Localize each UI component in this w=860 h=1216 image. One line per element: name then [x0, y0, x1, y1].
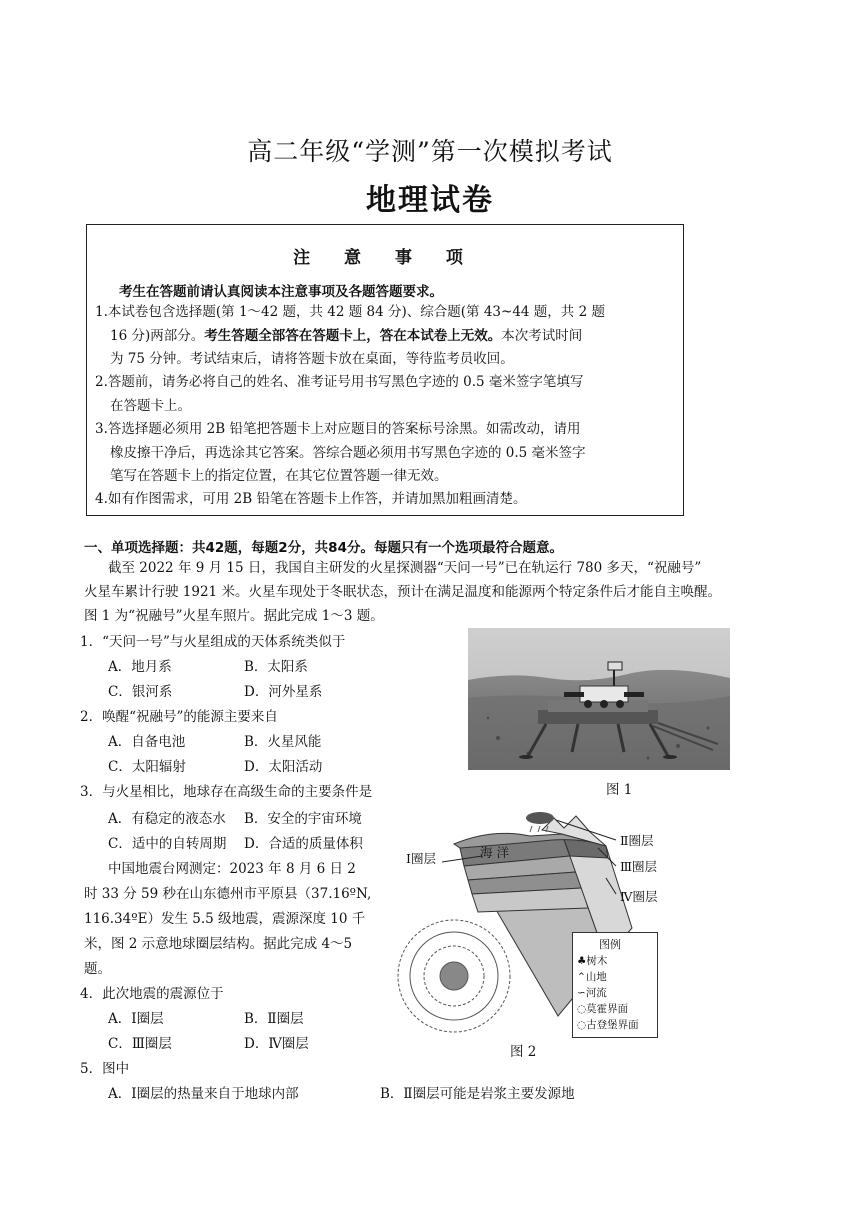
legend-title: 图例: [599, 938, 621, 951]
question-1-option-a: A．地月系: [108, 659, 172, 675]
legend-item-gutenberg: [577, 1017, 639, 1033]
notice-item-1-line3: 为 75 分钟。考试结束后，请将答题卡放在桌面，等待监考员收回。: [110, 351, 514, 367]
figure-2-legend: [572, 932, 658, 1038]
question-5-stem: 5．图中: [80, 1061, 130, 1077]
legend-item-river: [577, 985, 607, 1001]
passage2-line2: 时 33 分 59 秒在山东德州市平原县（37.16ºN,: [84, 886, 372, 902]
layer-label-2: Ⅱ圈层: [620, 833, 654, 848]
question-4-stem: 4．此次地震的震源位于: [80, 986, 224, 1002]
exam-title: 高二年级“学测”第一次模拟考试: [247, 137, 613, 166]
question-3-option-a: A．有稳定的液态水: [108, 811, 226, 827]
notice-item-3-line2: 橡皮擦干净后，再选涂其它答案。答综合题必须用书写黑色字迹的 0.5 毫米签字: [110, 444, 586, 461]
legend-item-mountain: [577, 969, 607, 985]
section-heading: 一、单项选择题：共42题，每题2分，共84分。每题只有一个选项最符合题意。: [84, 540, 563, 556]
figure-2-caption: 图 2: [510, 1044, 537, 1060]
passage2-line5: 题。: [84, 961, 111, 977]
legend-item-moho: [577, 1001, 628, 1017]
legend-item-moho-label: 莫霍界面: [586, 1003, 629, 1015]
notice-item-3-line1: 3.答选择题必须用 2B 铅笔把答题卡上对应题目的答案标号涂黑。如需改动，请用: [95, 421, 581, 437]
legend-item-gutenberg-label: 古登堡界面: [586, 1019, 639, 1031]
question-3-option-d: D．合适的质量体积: [244, 836, 363, 852]
question-4-option-d: D．Ⅳ圈层: [244, 1036, 309, 1052]
legend-item-mountain-label: 山地: [585, 971, 607, 983]
layer-label-1: Ⅰ圈层: [406, 851, 436, 866]
passage1-line1: 截至 2022 年 9 月 15 日，我国自主研发的火星探测器“天问一号”已在轨运行 780 多天，“祝融号”: [108, 560, 702, 576]
notice-intro: 考生在答题前请认真阅读本注意事项及各题答题要求。: [119, 284, 443, 300]
question-5-option-a: A．Ⅰ圈层的热量来自于地球内部: [108, 1086, 299, 1102]
notice-item-4: [95, 488, 675, 512]
figure-2-earth-spheres: [392, 808, 672, 1040]
figure-1-rover-photo: [468, 628, 730, 770]
mountain-icon: ⌃: [577, 971, 586, 983]
rover-illustration: [468, 628, 730, 770]
passage1-line2: 火星车累计行驶 1921 米。火星车现处于冬眠状态，预计在满足温度和能源两个特定条件后才能自主唤醒。: [84, 584, 721, 600]
layer-label-4: Ⅳ圈层: [620, 889, 658, 904]
question-4-option-c: C．Ⅲ圈层: [108, 1036, 172, 1052]
legend-item-tree-label: 树木: [586, 955, 608, 967]
question-2-option-a: A．自备电池: [108, 734, 186, 750]
tree-icon: ♣: [577, 955, 587, 967]
notice-item-1-line1: 1.本试卷包含选择题(第 1～42 题，共 42 题 84 分)、综合题(第 43~44 题，共 2 题: [95, 304, 605, 320]
notice-item-1-bold-rule: 考生答题全部答在答题卡上，答在本试卷上无效。: [204, 327, 502, 344]
legend-item-river-label: 河流: [585, 987, 607, 999]
notice-item-1: [95, 301, 675, 372]
question-2-option-d: D．太阳活动: [244, 759, 323, 775]
notice-item-2-line2: 在答题卡上。: [110, 397, 191, 414]
gutenberg-boundary-icon: ◌: [577, 1019, 587, 1031]
subject-title: 地理试卷: [366, 183, 494, 218]
passage2-line1: 中国地震台网测定：2023 年 8 月 6 日 2: [108, 861, 356, 877]
notice-item-1-line2-b: 本次考试时间: [501, 327, 583, 344]
notice-item-3-line3: 笔写在答题卡上的指定位置，在其它位置答题一律无效。: [110, 468, 448, 484]
question-4-option-a: A．Ⅰ圈层: [108, 1011, 164, 1027]
notice-item-4-line1: 4.如有作图需求，可用 2B 铅笔在答题卡上作答，并请加黑加粗画清楚。: [95, 491, 527, 507]
question-1-option-b: B．太阳系: [244, 659, 308, 675]
moho-boundary-icon: ◌: [577, 1003, 587, 1015]
notice-item-1-line2: [95, 325, 675, 349]
question-2-option-c: C．太阳辐射: [108, 759, 186, 775]
question-3-option-b: B．安全的宇宙环境: [244, 811, 362, 827]
notice-box: [86, 224, 684, 516]
question-2-option-b: B．火星风能: [244, 734, 322, 750]
question-3-option-c: C．适中的自转周期: [108, 836, 227, 852]
river-icon: ∽: [577, 987, 586, 999]
passage1-line3: 图 1 为“祝融号”火星车照片。据此完成 1～3 题。: [84, 608, 384, 624]
ocean-label: 海 洋: [480, 845, 509, 860]
notice-item-3: [95, 418, 675, 489]
question-3-stem: 3．与火星相比，地球存在高级生命的主要条件是: [80, 784, 373, 800]
question-2-stem: 2．唤醒“祝融号”的能源主要来自: [80, 709, 278, 725]
legend-item-tree: [577, 953, 607, 969]
question-4-option-b: B．Ⅱ圈层: [244, 1011, 304, 1027]
question-1-option-c: C．银河系: [108, 684, 173, 700]
layer-label-3: Ⅲ圈层: [620, 859, 658, 874]
question-5-option-b: B．Ⅱ圈层可能是岩浆主要发源地: [380, 1086, 575, 1102]
passage2-line3: 116.34ºE）发生 5.5 级地震，震源深度 10 千: [84, 911, 366, 927]
question-1-option-d: D．河外星系: [244, 684, 323, 700]
question-1-stem: 1．“天问一号”与火星组成的天体系统类似于: [80, 634, 346, 650]
figure-1-caption: 图 1: [606, 782, 633, 798]
notice-item-2-line1: 2.答题前，请务必将自己的姓名、准考证号用书写黑色字迹的 0.5 毫米签字笔填写: [95, 374, 584, 390]
notice-heading: 注 意 事 项: [293, 248, 477, 268]
passage2-line4: 米，图 2 示意地球圈层结构。据此完成 4～5: [84, 936, 353, 952]
notice-item-1-line2-a: 16 分)两部分。: [110, 327, 205, 344]
notice-item-2: [95, 371, 675, 418]
